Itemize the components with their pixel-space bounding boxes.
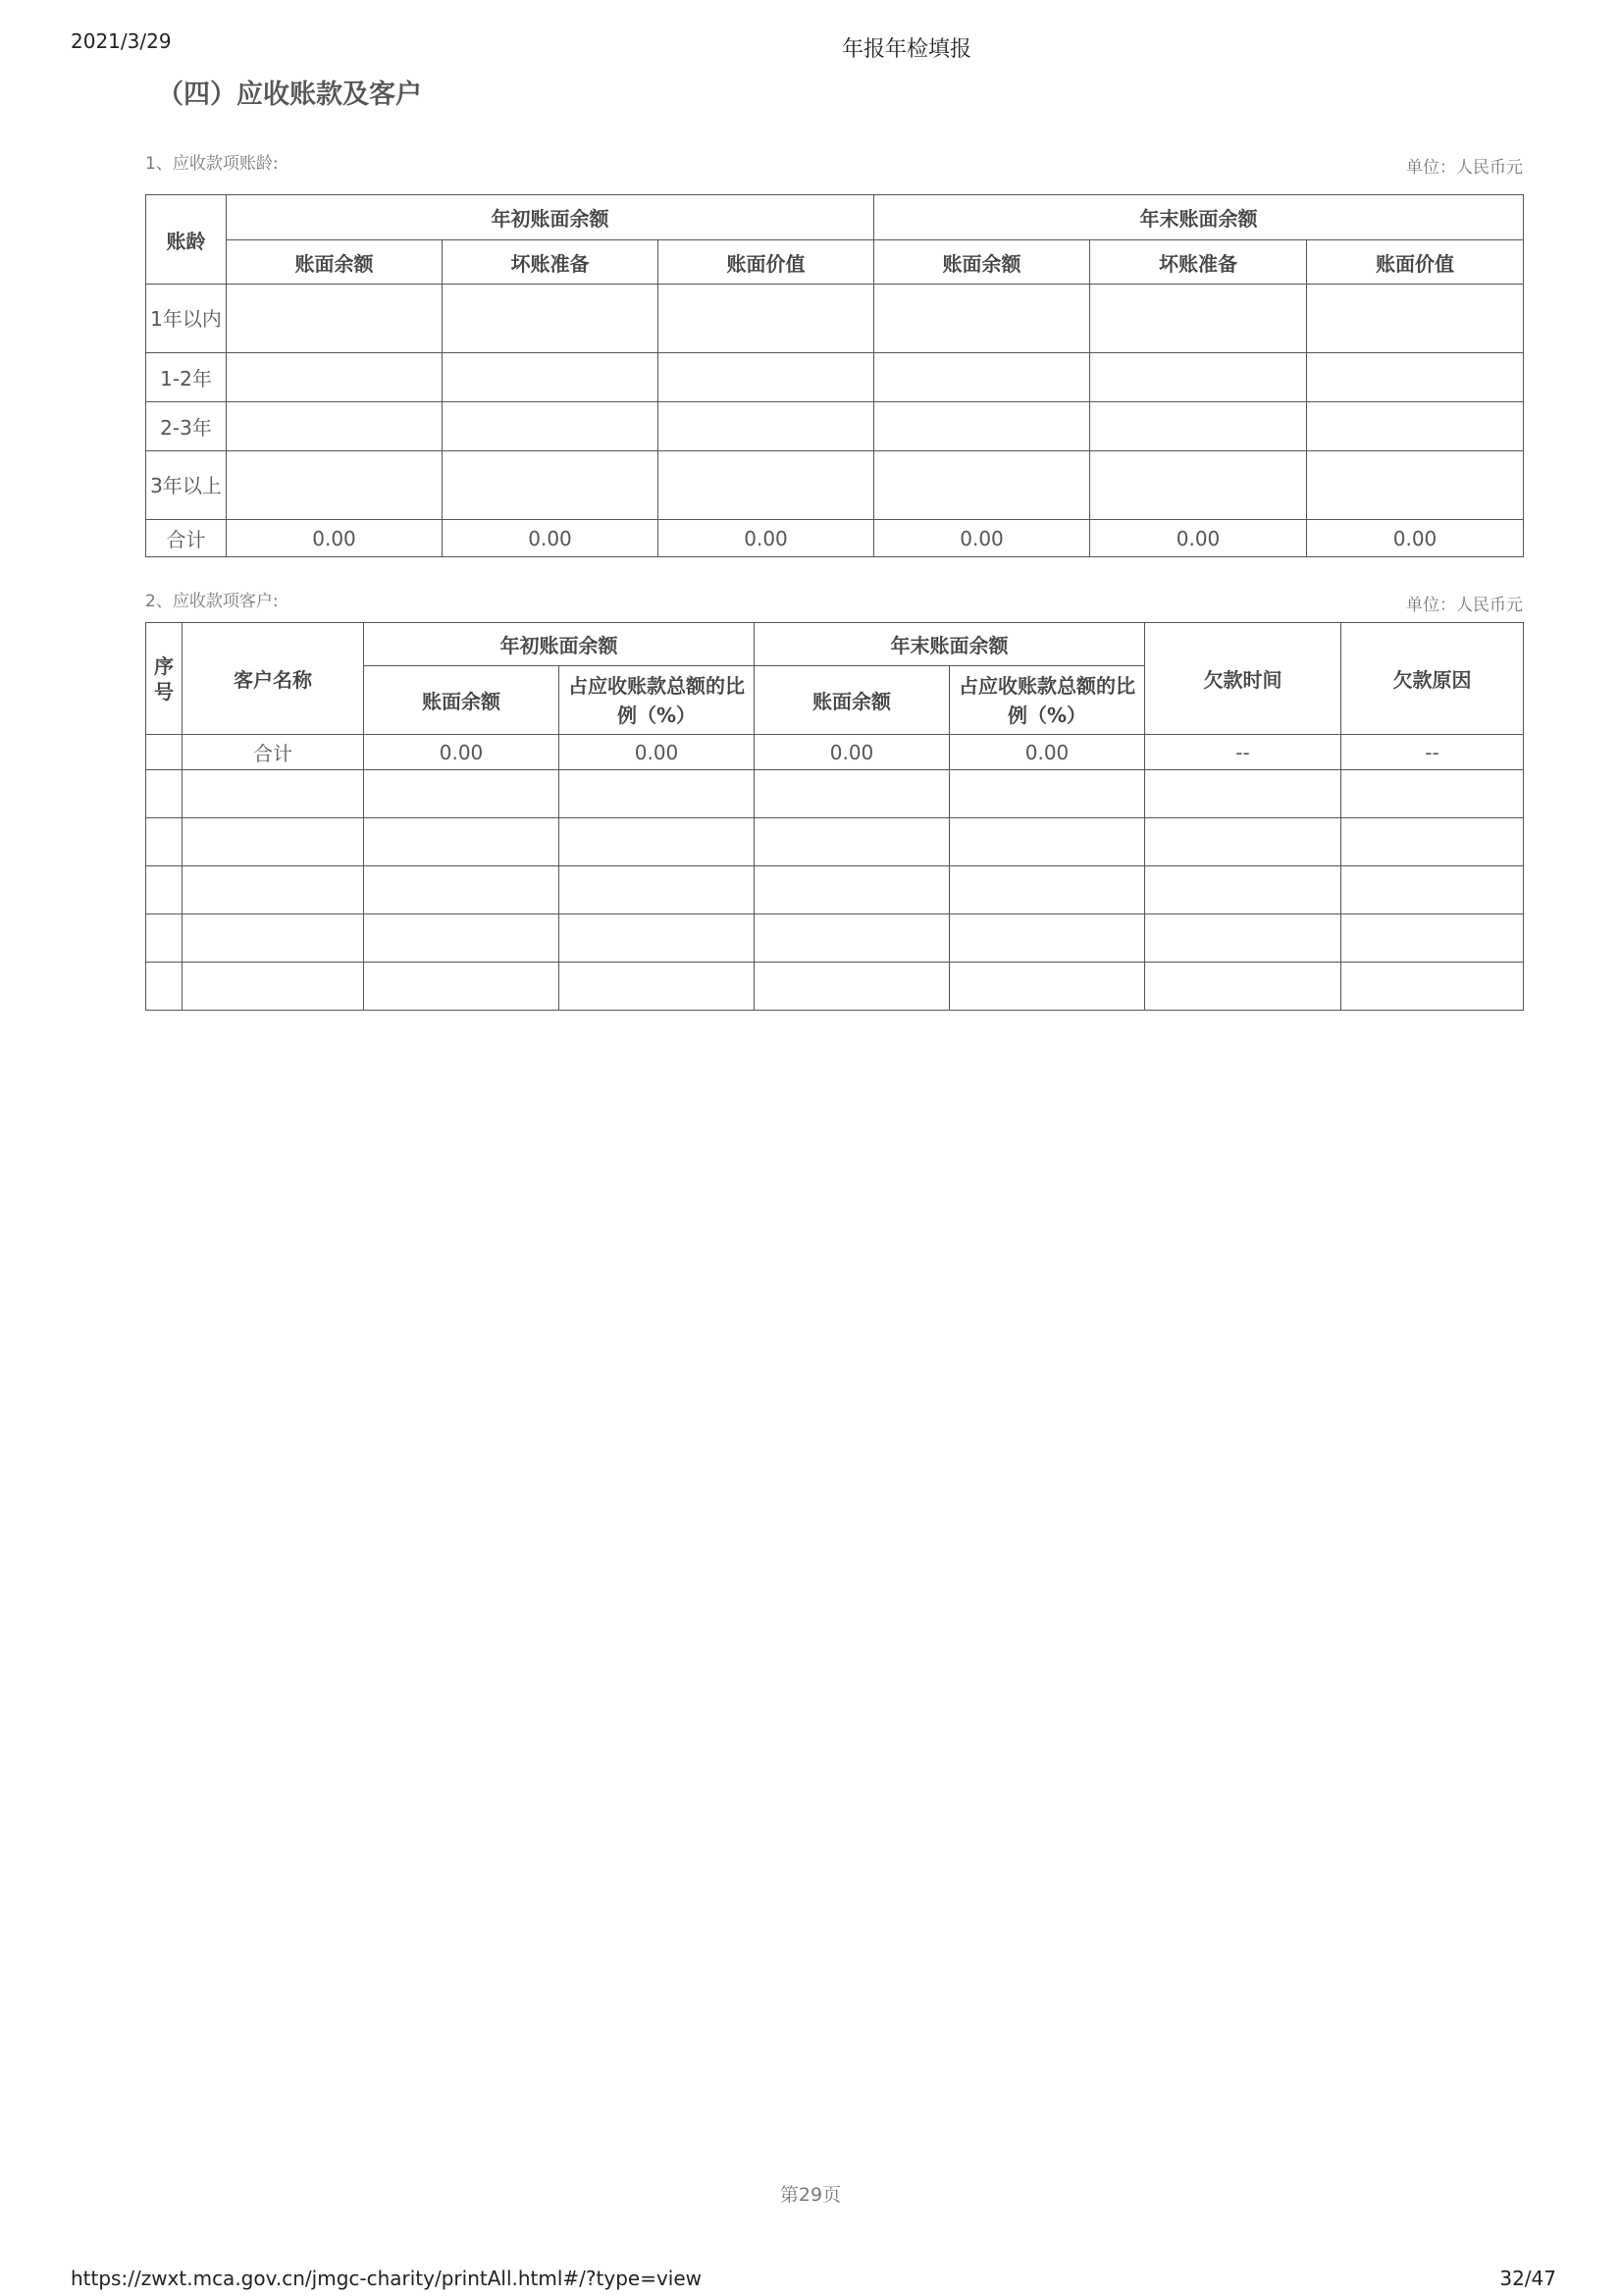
table-row bbox=[146, 353, 1524, 402]
table-cell bbox=[1090, 353, 1307, 402]
subheader-cell: 坏账准备 bbox=[1090, 240, 1307, 285]
table-cell bbox=[1307, 402, 1524, 451]
total-row bbox=[146, 520, 1524, 557]
table-row bbox=[146, 866, 1524, 914]
table-cell bbox=[874, 285, 1090, 353]
table2-label: 2、应收款项客户: bbox=[145, 592, 279, 611]
subheader-cell: 账面余额 bbox=[227, 240, 443, 285]
table-cell bbox=[1090, 451, 1307, 520]
table1-unit: 单位：人民币元 bbox=[1406, 158, 1523, 178]
table-row bbox=[146, 285, 1524, 353]
section-title: （四）应收账款及客户 bbox=[157, 79, 422, 110]
receivables-aging-table bbox=[145, 194, 1524, 557]
table-cell bbox=[1307, 285, 1524, 353]
table-cell: 0.00 bbox=[227, 520, 443, 557]
table-cell bbox=[658, 451, 874, 520]
table-cell bbox=[1090, 402, 1307, 451]
header-end-balance: 年末账面余额 bbox=[874, 195, 1524, 240]
subheader-balance: 账面余额 bbox=[755, 666, 950, 735]
total-row bbox=[146, 735, 1524, 770]
table-cell: 0.00 bbox=[1090, 520, 1307, 557]
header-arrears-time: 欠款时间 bbox=[1145, 623, 1341, 735]
subheader-ratio: 占应收账款总额的比例（%） bbox=[559, 666, 755, 735]
subheader-cell: 账面价值 bbox=[658, 240, 874, 285]
page-number: 第29页 bbox=[779, 2184, 842, 2206]
table-cell bbox=[227, 402, 443, 451]
table2-unit: 单位：人民币元 bbox=[1406, 596, 1523, 615]
table-cell: 0.00 bbox=[874, 520, 1090, 557]
table-cell: 0.00 bbox=[364, 735, 559, 770]
age-cell: 1-2年 bbox=[146, 353, 227, 402]
table-cell bbox=[874, 402, 1090, 451]
table-cell bbox=[1307, 353, 1524, 402]
table-cell bbox=[227, 285, 443, 353]
age-cell: 合计 bbox=[146, 520, 227, 557]
subheader-cell: 账面价值 bbox=[1307, 240, 1524, 285]
header-end-balance: 年末账面余额 bbox=[755, 623, 1145, 666]
table-cell: -- bbox=[1145, 735, 1341, 770]
table-row bbox=[146, 451, 1524, 520]
subheader-cell: 账面余额 bbox=[874, 240, 1090, 285]
age-cell: 3年以上 bbox=[146, 451, 227, 520]
seq-cell bbox=[146, 735, 183, 770]
table-cell: 0.00 bbox=[1307, 520, 1524, 557]
footer-url[interactable]: https://zwxt.mca.gov.cn/jmgc-charity/printAll.html#/?type=view bbox=[71, 2267, 703, 2290]
age-cell: 1年以内 bbox=[146, 285, 227, 353]
table-cell bbox=[658, 402, 874, 451]
table-cell: 0.00 bbox=[658, 520, 874, 557]
header-begin-balance: 年初账面余额 bbox=[364, 623, 755, 666]
table-cell bbox=[1307, 451, 1524, 520]
header-begin-balance: 年初账面余额 bbox=[227, 195, 874, 240]
table-cell bbox=[227, 353, 443, 402]
table-cell bbox=[874, 451, 1090, 520]
table-cell: -- bbox=[1341, 735, 1524, 770]
table-row bbox=[146, 402, 1524, 451]
table-cell bbox=[443, 451, 658, 520]
table-cell: 0.00 bbox=[443, 520, 658, 557]
print-date: 2021/3/29 bbox=[71, 29, 172, 53]
header-seq: 序号 bbox=[146, 623, 183, 735]
subheader-balance: 账面余额 bbox=[364, 666, 559, 735]
subheader-ratio: 占应收账款总额的比例（%） bbox=[950, 666, 1145, 735]
print-title: 年报年检填报 bbox=[842, 37, 972, 62]
table-row bbox=[146, 770, 1524, 818]
receivables-customer-table bbox=[145, 622, 1524, 1011]
table-cell: 0.00 bbox=[755, 735, 950, 770]
table-row bbox=[146, 818, 1524, 866]
footer-page-count: 32/47 bbox=[1499, 2267, 1556, 2290]
table-row bbox=[146, 914, 1524, 963]
subheader-cell: 坏账准备 bbox=[443, 240, 658, 285]
header-age: 账龄 bbox=[146, 195, 227, 285]
table-cell bbox=[658, 285, 874, 353]
customer-name-cell: 合计 bbox=[183, 735, 364, 770]
table-cell bbox=[443, 402, 658, 451]
table-row bbox=[146, 963, 1524, 1011]
table-cell bbox=[658, 353, 874, 402]
age-cell: 2-3年 bbox=[146, 402, 227, 451]
header-customer-name: 客户名称 bbox=[183, 623, 364, 735]
table-cell: 0.00 bbox=[950, 735, 1145, 770]
header-arrears-reason: 欠款原因 bbox=[1341, 623, 1524, 735]
table-cell bbox=[874, 353, 1090, 402]
table1-label: 1、应收款项账龄: bbox=[145, 154, 279, 174]
table-cell bbox=[227, 451, 443, 520]
table-cell: 0.00 bbox=[559, 735, 755, 770]
table-cell bbox=[443, 353, 658, 402]
table-cell bbox=[1090, 285, 1307, 353]
table-cell bbox=[443, 285, 658, 353]
